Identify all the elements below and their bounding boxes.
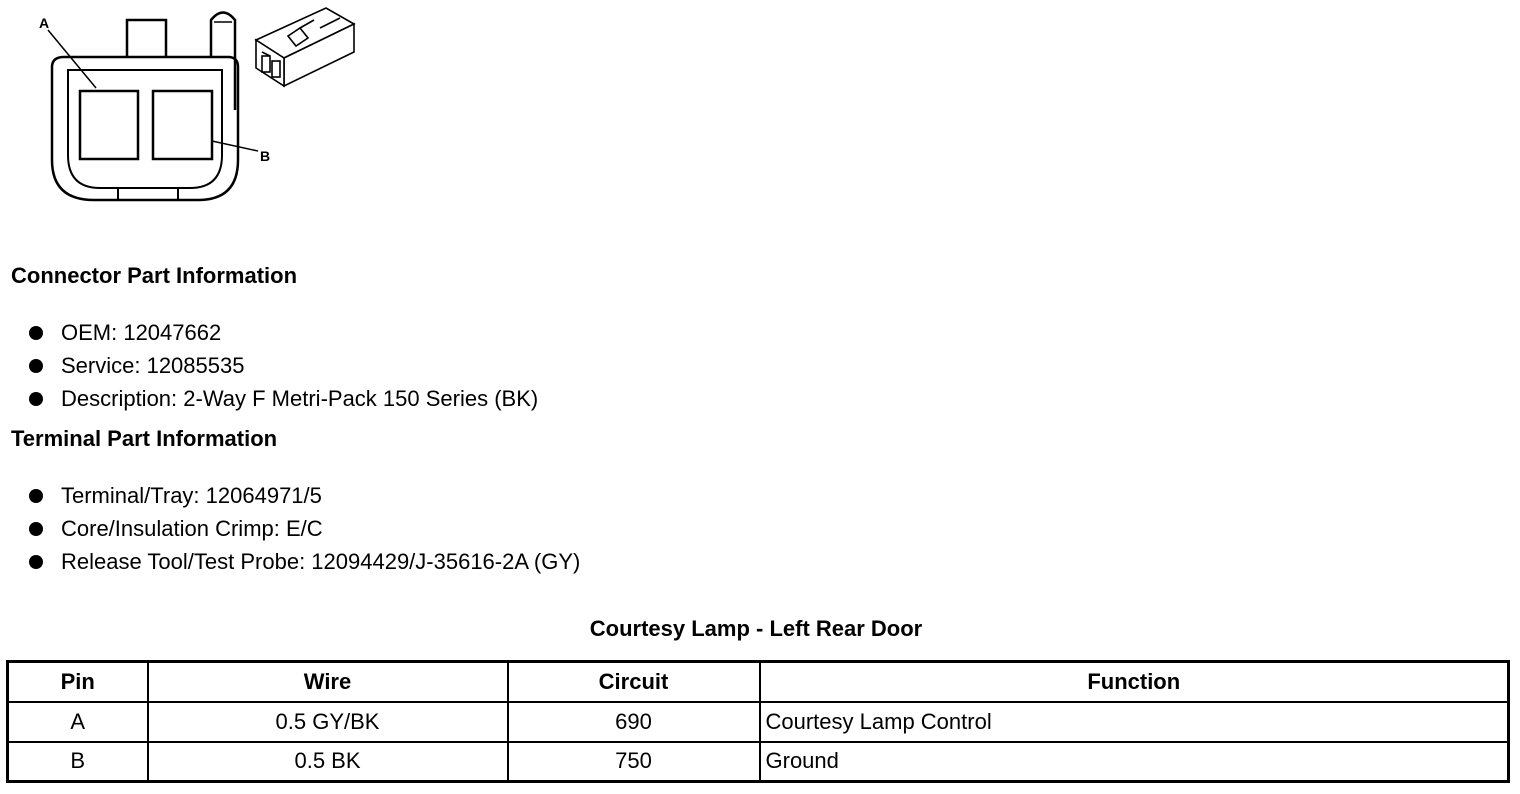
- bullet-icon: [29, 359, 43, 373]
- bullet-icon: [29, 522, 43, 536]
- table-row: [8, 702, 1509, 742]
- bullet-icon: [29, 555, 43, 569]
- cell-function: Ground: [760, 742, 1509, 782]
- cell-function: Courtesy Lamp Control: [760, 702, 1509, 742]
- list-item: Release Tool/Test Probe: 12094429/J-35616-2A (GY): [27, 547, 580, 580]
- pin-label-b: B: [260, 148, 271, 164]
- list-item: Core/Insulation Crimp: E/C: [27, 514, 580, 547]
- list-item: Terminal/Tray: 12064971/5: [27, 481, 580, 514]
- header-function: Function: [760, 662, 1509, 702]
- header-pin: Pin: [8, 662, 148, 702]
- cell-circuit: 750: [508, 742, 760, 782]
- list-item: Service: 12085535: [27, 351, 538, 384]
- bullet-icon: [29, 489, 43, 503]
- pin-label-a: A: [39, 15, 50, 31]
- cavity-b: [153, 91, 212, 159]
- list-item: Description: 2-Way F Metri-Pack 150 Series (BK): [27, 384, 538, 417]
- cell-wire: 0.5 GY/BK: [148, 702, 508, 742]
- cell-wire: 0.5 BK: [148, 742, 508, 782]
- cavity-a: [80, 91, 138, 159]
- terminal-part-info-heading: Terminal Part Information: [11, 426, 278, 451]
- header-circuit: Circuit: [508, 662, 760, 702]
- list-item: OEM: 12047662: [27, 318, 538, 351]
- connector-part-info-list: [27, 318, 538, 417]
- cell-pin: A: [8, 702, 148, 742]
- table-row: [8, 742, 1509, 782]
- table-header-row: [8, 662, 1509, 702]
- connector-isometric-icon: [256, 8, 354, 86]
- header-wire: Wire: [148, 662, 508, 702]
- connector-face-drawing: [0, 0, 380, 215]
- connector-part-info-heading: Connector Part Information: [11, 263, 298, 288]
- terminal-part-info-list: [27, 481, 580, 580]
- cell-circuit: 690: [508, 702, 760, 742]
- pin-table: [6, 660, 1510, 783]
- bullet-icon: [29, 326, 43, 340]
- pin-table-title: Courtesy Lamp - Left Rear Door: [589, 616, 923, 641]
- cell-pin: B: [8, 742, 148, 782]
- bullet-icon: [29, 392, 43, 406]
